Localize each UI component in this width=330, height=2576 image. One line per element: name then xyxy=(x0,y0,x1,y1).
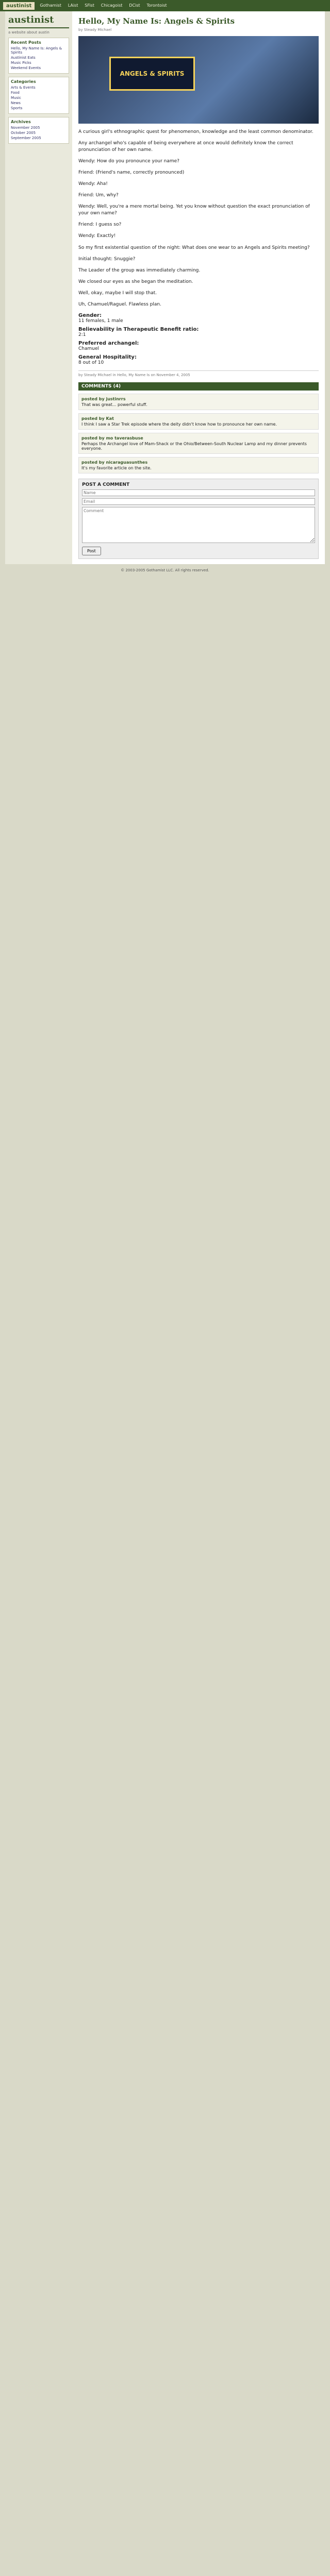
site-tagline: a website about austin xyxy=(8,30,50,35)
stat-value: 2:1 xyxy=(78,332,86,337)
sidebar-block xyxy=(8,77,69,114)
sidebar-link[interactable]: Food xyxy=(11,91,20,95)
nav-link[interactable]: SFist xyxy=(85,3,94,8)
sidebar-block xyxy=(8,38,69,74)
sidebar-link[interactable]: November 2005 xyxy=(11,126,40,130)
post-comment-button[interactable]: Post xyxy=(82,547,101,555)
sidebar-link[interactable]: Music xyxy=(11,96,21,100)
comment-text: I think I saw a Star Trek episode where the deity didn't know how to pronounce her own name. xyxy=(81,421,277,427)
sidebar-link[interactable]: Sports xyxy=(11,106,23,110)
article-paragraph: Friend: Um, why? xyxy=(78,193,119,198)
hero-sign: ANGELS & SPIRITS xyxy=(109,57,195,91)
stats-block xyxy=(78,313,319,365)
article-paragraph: Wendy: Well, you're a mere mortal being. Yet you know without question the exact pronunciation of your own name? xyxy=(78,204,310,216)
article-paragraph: So my first existential question of the night: What does one wear to an Angels and Spirits meeting? xyxy=(78,245,310,250)
sidebar-block-title: Recent Posts xyxy=(11,40,41,45)
comment-textarea[interactable] xyxy=(82,507,315,543)
comment-text: It's my favorite article on the site. xyxy=(81,465,152,470)
sidebar-link[interactable]: October 2005 xyxy=(11,131,36,135)
comments-heading: COMMENTS (4) xyxy=(78,382,319,391)
comment-form-heading: POST A COMMENT xyxy=(82,482,130,487)
article-paragraph: Friend: (Friend's name, correctly pronounced) xyxy=(78,170,185,176)
article-paragraph: Uh, Chamuel/Raguel. Flawless plan. xyxy=(78,301,161,307)
comment xyxy=(78,457,319,473)
article-paragraph: Any archangel who's capable of being everywhere at once would definitely know the correct pronunciation of her own name. xyxy=(78,141,293,153)
comment-author[interactable]: posted by nicaraguasunthes xyxy=(81,460,148,465)
stat-value: 8 out of 10 xyxy=(78,360,104,365)
sidebar-block-title: Categories xyxy=(11,79,36,84)
hero-image xyxy=(78,36,319,124)
comment xyxy=(78,413,319,430)
stat-label: Preferred archangel: xyxy=(78,340,139,346)
sidebar-block xyxy=(8,117,69,144)
article xyxy=(72,11,325,564)
sidebar-link[interactable]: Hello, My Name Is: Angels & Spirits xyxy=(11,46,62,55)
sidebar xyxy=(5,11,72,564)
stat-label: Gender: xyxy=(78,312,102,318)
comment-form xyxy=(78,479,319,559)
sidebar-link[interactable]: Weekend Events xyxy=(11,66,41,70)
comment xyxy=(78,394,319,410)
comment-text: Perhaps the Archangel love of Mam-Shack or the Ohio/Between-South Nuclear Lamp and my dinner prevents everyone. xyxy=(81,441,307,451)
comments-section xyxy=(78,382,319,473)
article-paragraph: Wendy: Aha! xyxy=(78,181,108,187)
nav-link[interactable]: Chicagoist xyxy=(101,3,123,8)
article-paragraph: Well, okay, maybe I will stop that. xyxy=(78,290,157,296)
email-input[interactable] xyxy=(82,498,315,505)
sidebar-link[interactable]: Austinist Eats xyxy=(11,56,36,60)
article-paragraph: Wendy: Exactly! xyxy=(78,233,116,239)
sidebar-link[interactable]: Arts & Events xyxy=(11,86,36,90)
article-byline: by Steady Michael xyxy=(78,28,112,32)
article-paragraph: Wendy: How do you pronounce your name? xyxy=(78,159,179,164)
footer: © 2003-2005 Gothamist LLC. All rights reserved. xyxy=(121,568,209,572)
stat-value: 11 females, 1 male xyxy=(78,318,123,324)
page xyxy=(5,11,325,564)
article-paragraph: Initial thought: Snuggie? xyxy=(78,256,136,262)
top-bar xyxy=(0,0,330,11)
article-title: Hello, My Name Is: Angels & Spirits xyxy=(78,16,235,26)
sidebar-link[interactable]: News xyxy=(11,101,21,105)
post-meta: by Steady Michael in Hello, My Name Is on November 4, 2005 xyxy=(78,370,319,377)
nav-link[interactable]: Gothamist xyxy=(40,3,61,8)
comment-author[interactable]: posted by mo taverasbuse xyxy=(81,435,143,440)
nav-link[interactable]: Torontoist xyxy=(146,3,167,8)
comment-author[interactable]: posted by justinrrs xyxy=(81,396,126,401)
nav-link[interactable]: DCist xyxy=(129,3,140,8)
stat-label: General Hospitality: xyxy=(78,354,137,360)
brand-link[interactable]: austinist xyxy=(3,2,35,10)
sidebar-link[interactable]: Music Picks xyxy=(11,61,31,65)
sidebar-block-title: Archives xyxy=(11,120,31,124)
nav-link[interactable]: LAist xyxy=(68,3,78,8)
article-paragraph: The Leader of the group was immediately charming. xyxy=(78,267,201,273)
comment-author[interactable]: posted by Kat xyxy=(81,416,114,421)
article-paragraph: A curious girl's ethnographic quest for phenomenon, knowledge and the least common denominator. xyxy=(78,129,314,134)
stat-value: Chamuel xyxy=(78,346,100,351)
stat-label: Believability in Therapeutic Benefit ratio: xyxy=(78,326,199,332)
network-nav xyxy=(40,3,172,8)
name-input[interactable] xyxy=(82,489,315,496)
comment-text: That was great... powerful stuff. xyxy=(81,402,147,407)
site-logo[interactable]: austinist xyxy=(8,14,69,28)
sidebar-link[interactable]: September 2005 xyxy=(11,136,41,140)
comment xyxy=(78,433,319,454)
article-paragraph: Friend: I guess so? xyxy=(78,222,122,228)
article-paragraph: We closed our eyes as she began the meditation. xyxy=(78,279,193,284)
